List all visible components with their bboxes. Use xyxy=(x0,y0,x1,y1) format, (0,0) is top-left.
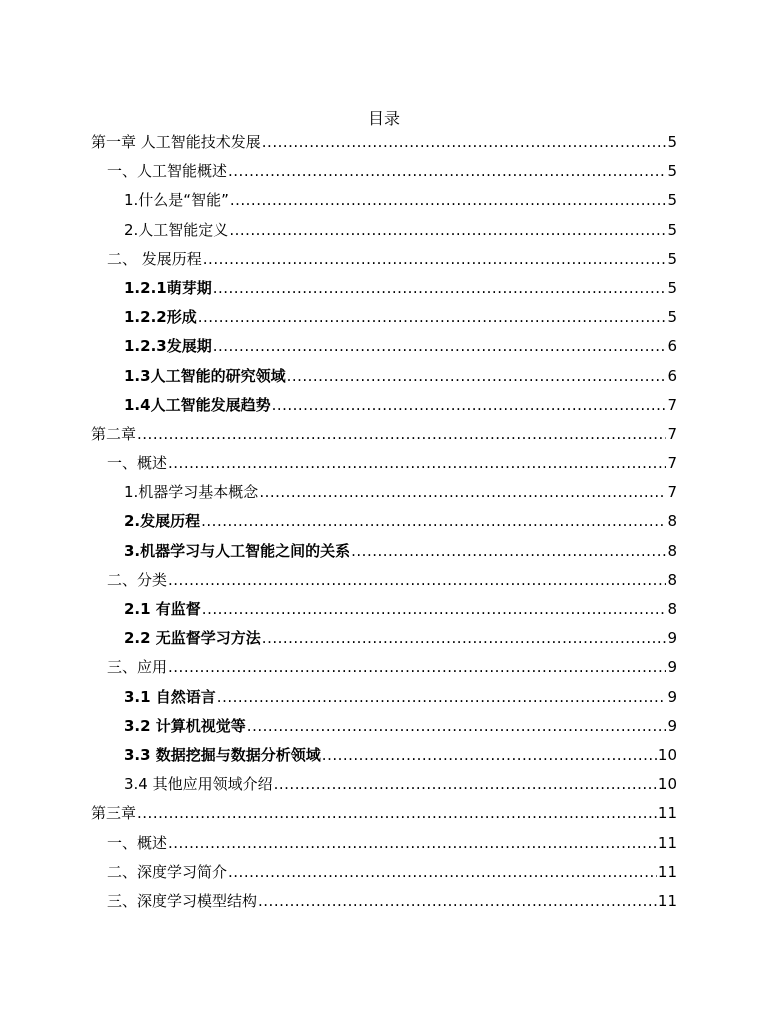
toc-entry-label: 1.2.1萌芽期 xyxy=(124,278,212,297)
toc-entry[interactable] xyxy=(91,887,677,916)
toc-entry-page-number: 9 xyxy=(667,716,677,735)
toc-entry-label: 1.2.2形成 xyxy=(124,308,197,327)
toc-entry-label: 2.人工智能定义 xyxy=(124,220,229,239)
toc-entry-label: 1.4人工智能发展趋势 xyxy=(124,395,271,414)
toc-entry-label: 一、概述 xyxy=(107,833,168,852)
toc-entry[interactable] xyxy=(91,303,677,332)
dot-leader xyxy=(274,770,657,799)
toc-entry[interactable] xyxy=(91,478,677,507)
toc-entry-label: 2.2 无监督学习方法 xyxy=(124,629,261,648)
dot-leader xyxy=(217,683,667,712)
toc-entry-page-number: 5 xyxy=(667,308,677,327)
dot-leader xyxy=(259,478,666,507)
dot-leader xyxy=(351,537,666,566)
toc-entry[interactable] xyxy=(91,157,677,186)
dot-leader xyxy=(168,829,657,858)
toc-entry-page-number: 5 xyxy=(667,249,677,268)
toc-entry-page-number: 8 xyxy=(667,570,677,589)
toc-entry-page-number: 11 xyxy=(657,804,677,823)
toc-entry-label: 1.什么是“智能” xyxy=(124,191,229,210)
toc-entry[interactable] xyxy=(91,332,677,361)
toc-entry-label: 一、人工智能概述 xyxy=(107,162,228,181)
dot-leader xyxy=(230,186,667,215)
toc-entry[interactable] xyxy=(91,245,677,274)
dot-leader xyxy=(203,245,667,274)
toc-entry[interactable] xyxy=(91,566,677,595)
toc-entry-label: 二、分类 xyxy=(107,570,168,589)
dot-leader xyxy=(137,799,657,828)
toc-entry-label: 3.1 自然语言 xyxy=(124,687,216,706)
toc-entry[interactable] xyxy=(91,274,677,303)
toc-entry-label: 3.2 计算机视觉等 xyxy=(124,716,246,735)
toc-entry-page-number: 11 xyxy=(657,891,677,910)
toc-entry-label: 二、深度学习简介 xyxy=(107,862,228,881)
toc-entry-label: 2.发展历程 xyxy=(124,512,201,531)
toc-entry-label: 3.4 其他应用领域介绍 xyxy=(124,775,273,794)
toc-entry-label: 第三章 xyxy=(91,804,137,823)
toc-entry[interactable] xyxy=(91,770,677,799)
toc-entry-page-number: 11 xyxy=(657,862,677,881)
dot-leader xyxy=(262,128,667,157)
toc-entry-label: 第一章 人工智能技术发展 xyxy=(91,133,261,151)
toc-entry[interactable] xyxy=(91,420,677,449)
dot-leader xyxy=(213,332,667,361)
toc-title: 目录 xyxy=(367,109,400,128)
toc-entry-page-number: 7 xyxy=(667,483,677,502)
table-of-contents xyxy=(91,128,677,916)
toc-entry-page-number: 6 xyxy=(667,366,677,385)
toc-entry-page-number: 9 xyxy=(667,658,677,677)
dot-leader xyxy=(198,303,667,332)
dot-leader xyxy=(229,216,666,245)
toc-entry[interactable] xyxy=(91,362,677,391)
toc-entry-label: 第二章 xyxy=(91,424,137,443)
dot-leader xyxy=(213,274,667,303)
toc-entry[interactable] xyxy=(91,858,677,887)
toc-entry-page-number: 5 xyxy=(667,191,677,210)
toc-entry[interactable] xyxy=(91,128,677,157)
toc-entry[interactable] xyxy=(91,449,677,478)
toc-entry-page-number: 8 xyxy=(667,541,677,560)
dot-leader xyxy=(228,858,657,887)
toc-entry[interactable] xyxy=(91,653,677,682)
dot-leader xyxy=(258,887,657,916)
toc-entry-page-number: 5 xyxy=(667,162,677,181)
toc-entry-page-number: 9 xyxy=(667,687,677,706)
dot-leader xyxy=(262,624,667,653)
toc-entry[interactable] xyxy=(91,683,677,712)
toc-entry-page-number: 8 xyxy=(667,600,677,618)
dot-leader xyxy=(322,741,657,770)
toc-entry[interactable] xyxy=(91,712,677,741)
toc-entry-page-number: 10 xyxy=(657,775,677,794)
toc-entry-page-number: 5 xyxy=(667,220,677,239)
toc-entry-label: 2.1 有监督 xyxy=(124,600,201,618)
toc-entry-label: 1.2.3发展期 xyxy=(124,337,212,356)
toc-entry-page-number: 7 xyxy=(667,395,677,414)
dot-leader xyxy=(168,566,666,595)
toc-entry[interactable] xyxy=(91,799,677,828)
toc-entry[interactable] xyxy=(91,741,677,770)
toc-entry[interactable] xyxy=(91,829,677,858)
toc-entry-page-number: 10 xyxy=(657,745,677,764)
toc-entry-page-number: 8 xyxy=(667,512,677,531)
dot-leader xyxy=(201,507,666,536)
toc-entry[interactable] xyxy=(91,186,677,215)
toc-entry[interactable] xyxy=(91,216,677,245)
toc-entry-label: 1.机器学习基本概念 xyxy=(124,483,259,502)
toc-entry-label: 1.3人工智能的研究领域 xyxy=(124,366,286,385)
toc-entry-page-number: 9 xyxy=(667,629,677,648)
toc-entry-page-number: 5 xyxy=(667,278,677,297)
toc-entry[interactable] xyxy=(91,537,677,566)
dot-leader xyxy=(247,712,667,741)
toc-entry-page-number: 11 xyxy=(657,833,677,852)
dot-leader xyxy=(272,391,667,420)
toc-entry[interactable] xyxy=(91,624,677,653)
dot-leader xyxy=(287,362,667,391)
dot-leader xyxy=(168,449,666,478)
toc-entry-label: 三、深度学习模型结构 xyxy=(107,891,258,910)
toc-entry-label: 3.3 数据挖掘与数据分析领域 xyxy=(124,745,321,764)
toc-entry-page-number: 7 xyxy=(667,454,677,473)
toc-entry-label: 3.机器学习与人工智能之间的关系 xyxy=(124,541,351,560)
toc-entry-label: 一、概述 xyxy=(107,454,168,473)
toc-entry[interactable] xyxy=(91,595,677,624)
dot-leader xyxy=(228,157,666,186)
dot-leader xyxy=(137,420,666,449)
toc-entry-label: 三、应用 xyxy=(107,658,168,677)
toc-entry-page-number: 6 xyxy=(667,337,677,356)
toc-entry-page-number: 7 xyxy=(667,424,677,443)
toc-entry-page-number: 5 xyxy=(667,133,677,151)
toc-entry[interactable] xyxy=(91,507,677,536)
dot-leader xyxy=(168,653,666,682)
dot-leader xyxy=(202,595,667,624)
toc-entry-label: 二、 发展历程 xyxy=(107,249,202,268)
toc-entry[interactable] xyxy=(91,391,677,420)
